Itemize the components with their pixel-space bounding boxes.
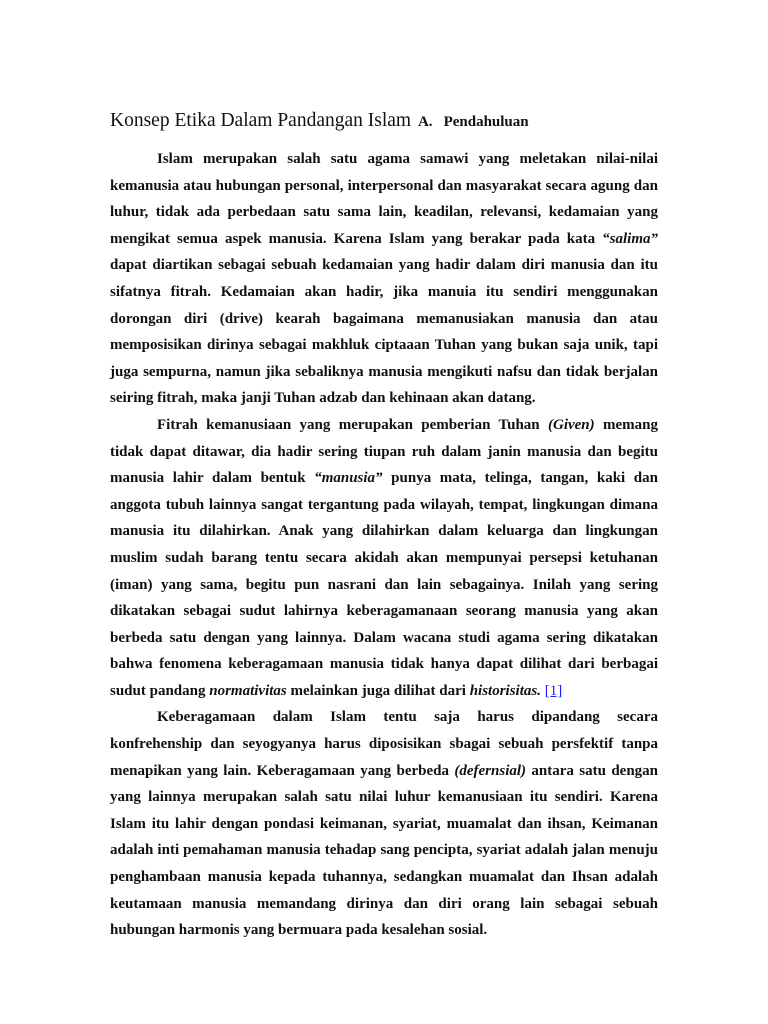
italic-text: (defernsial): [454, 762, 527, 779]
paragraph-text: memang tidak dapat ditawar, dia hadir sering tiupan ruh dalam janin manusia dan begitu manusia lahir dalam bentuk: [110, 416, 658, 487]
paragraph: [110, 412, 658, 705]
section-number: A.: [417, 114, 433, 130]
paragraph: [110, 146, 658, 412]
paragraph-text: Islam merupakan salah satu agama samawi yang meletakan nilai-nilai kemanusia atau hubungan personal, interpersonal dan masyarakat secara agung dan luhur, tidak ada perbedaan satu sama lain, keadilan, relevansi, kedamaian yang mengikat semua aspek manusia. Karena Islam yang berakar pada kata: [110, 151, 658, 247]
italic-text: “salima”: [602, 230, 658, 247]
page-title: [110, 109, 529, 134]
paragraph-text: dapat diartikan sebagai sebuah kedamaian yang hadir dalam diri manusia dan itu sifatnya fitrah. Kedamaian akan hadir, jika manuia itu sendiri menggunakan dorongan diri (drive) kearah bagaimana memanusiakan manusia dan atau memposisikan dirinya sebagai makhluk ciptaaan Tuhan yang bukan saja unik, tapi juga sempurna, namun jika sebaliknya manusia mengikuti nafsu dan tidak berjalan seiring fitrah, maka janji Tuhan adzab dan kehinaan akan datang.: [110, 257, 658, 407]
italic-text: (Given): [548, 416, 595, 433]
section-title: Pendahuluan: [443, 114, 529, 130]
paragraph-text: antara satu dengan yang lainnya merupakan salah satu nilai luhur kemanusiaan itu sendiri. Karena Islam itu lahir dengan pondasi keimanan, syariat, muamalat dan ihsan, Keimanan adalah inti pemahaman manusia tehadap sang pencipta, syariat adalah jalan menuju penghambaan manusia kepada tuhannya, sedangkan muamalat dan Ihsan adalah keutamaan manusia memandang dirinya dan diri orang lain sebagai sebuah hubungan harmonis yang bermuara pada kesalehan sosial.: [110, 762, 659, 939]
paragraph-text: Keberagamaan dalam Islam tentu saja harus dipandang secara konfrehenship dan seyogyanya harus diposisikan sbagai sebuah persfektif tanpa menapikan yang lain. Keberagamaan yang berbeda: [110, 709, 658, 779]
paragraph: [110, 704, 658, 943]
italic-text: normativitas: [209, 682, 287, 699]
paragraph-text: Fitrah kemanusiaan yang merupakan pemberian Tuhan: [157, 416, 548, 433]
italic-text: historisitas.: [469, 682, 541, 699]
body-text: [110, 146, 658, 944]
italic-text: “manusia”: [314, 470, 383, 487]
document-title: Konsep Etika Dalam Pandangan Islam: [110, 110, 412, 131]
paragraph-text: melainkan juga dilihat dari: [286, 682, 470, 699]
section-heading: [418, 114, 529, 130]
paragraph-text: punya mata, telinga, tangan, kaki dan anggota tubuh lainnya sangat tergantung pada wilayah, tempat, lingkungan dimana manusia itu dilahirkan. Anak yang dilahirkan dalam keluarga dan lingkungan muslim sudah barang tentu secara akidah akan mempunyai persepsi ketuhanan (iman) yang sama, begitu pun nasrani dan lain sebagainya. Inilah yang sering dikatakan sebagai sudut lahirnya keberagamanaan seorang manusia yang akan berbeda satu dengan yang lainnya. Dalam wacana studi agama sering dikatakan bahwa fenomena keberagamaan manusia tidak hanya dapat dilihat dari berbagai sudut pandang: [110, 470, 658, 699]
footnote-link[interactable]: [1]: [544, 682, 563, 699]
